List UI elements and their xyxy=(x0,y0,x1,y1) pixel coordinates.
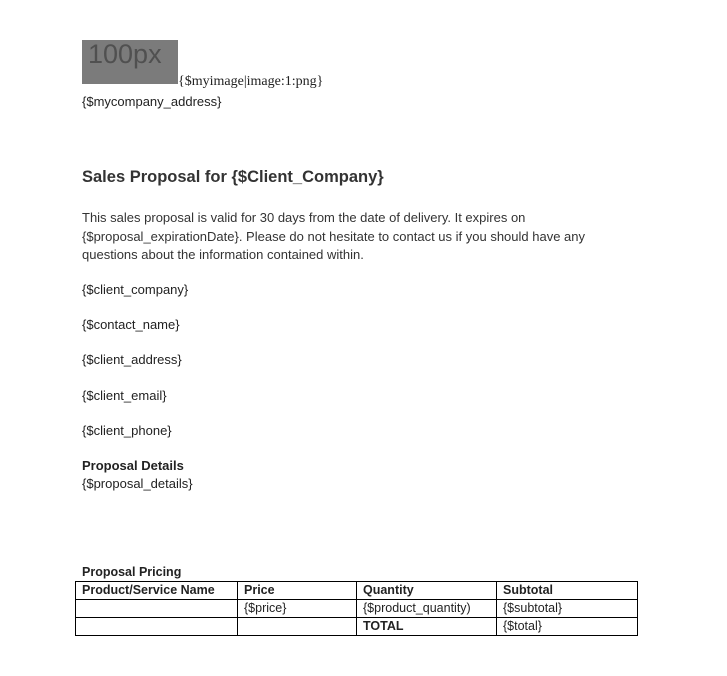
client-email: {$client_email} xyxy=(82,388,167,403)
company-address: {$mycompany_address} xyxy=(82,94,222,109)
image-tag: {$myimage|image:1:png} xyxy=(178,74,324,89)
cell xyxy=(238,618,357,636)
header-cell: Price xyxy=(238,582,357,600)
cell: {$price} xyxy=(238,600,357,618)
table-header-row xyxy=(76,582,638,600)
details-heading: Proposal Details xyxy=(82,458,184,473)
company-logo-placeholder: 100px xyxy=(82,40,178,84)
contact-name: {$contact_name} xyxy=(82,317,180,332)
details-value: {$proposal_details} xyxy=(82,476,193,491)
document-title: Sales Proposal for {$Client_Company} xyxy=(82,168,384,186)
cell: TOTAL xyxy=(357,618,497,636)
table-row xyxy=(76,600,638,618)
table-row xyxy=(76,618,638,636)
header-cell: Subtotal xyxy=(497,582,638,600)
client-phone: {$client_phone} xyxy=(82,423,172,438)
header-cell: Quantity xyxy=(357,582,497,600)
client-address: {$client_address} xyxy=(82,352,182,367)
pricing-heading: Proposal Pricing xyxy=(82,565,182,579)
cell xyxy=(76,618,238,636)
client-company: {$client_company} xyxy=(82,282,189,297)
pricing-table xyxy=(75,581,638,636)
cell: {$subtotal} xyxy=(497,600,638,618)
intro-paragraph: This sales proposal is valid for 30 days from the date of delivery. It expires on {$proposal_expirationDate}. Please do not hesitate to contact us if you should have any questions about the information contained within. xyxy=(82,210,586,262)
cell: {$total} xyxy=(497,618,638,636)
header-cell: Product/Service Name xyxy=(76,582,238,600)
cell xyxy=(76,600,238,618)
cell: {$product_quantity) xyxy=(357,600,497,618)
